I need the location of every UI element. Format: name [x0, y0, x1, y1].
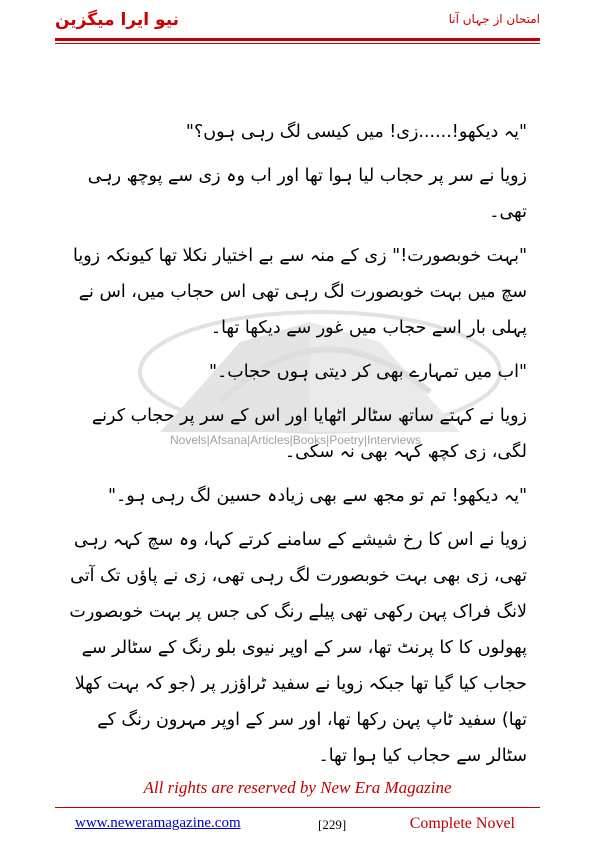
footer-rule — [55, 807, 540, 808]
paragraph: زویا نے اس کا رخ شیشے کے سامنے کرتے کہا، وہ سچ کہہ رہی تھی، زی بھی بہت خوبصورت لگ رہی تھی، زی نے پاؤں تک آتی لانگ فراک پہن رکھی تھی پیلے رنگ کی جس پر بہت خوبصورت پھولوں کا کا پرنٹ تھا، سر کے اوپر نیوی بلو رنگ کے سٹالر سے حجاب کیا گیا تھا جبکہ زویا نے سفید ٹراؤزر پر (جو کہ بہت کھلا تھا) سفید ٹاپ پہن رکھا تھا، اور سر کے اوپر مہرون رنگ کے سٹالر سے حجاب کیا ہوا تھا۔ — [69, 530, 527, 766]
rights-notice: All rights are reserved by New Era Magazine — [143, 778, 452, 797]
paragraph: زویا نے کہتے ساتھ سٹالر اٹھایا اور اس کے سر پر حجاب کرنے لگی، زی کچھ کہہ بھی نہ سکی۔ — [91, 406, 527, 462]
watermark-text: Novels|Afsana|Articles|Books|Poetry|Interviews — [170, 433, 422, 447]
paragraph: "اب میں تمہارے بھی کر دیتی ہوں حجاب۔" — [209, 362, 527, 382]
paragraph: زویا نے سر پر حجاب لیا ہوا تھا اور اب وہ زی سے پوچھ رہی تھی۔ — [87, 166, 527, 222]
website-link[interactable]: www.neweramagazine.com — [75, 815, 241, 831]
novel-type-label: Complete Novel — [409, 815, 515, 832]
page-header — [55, 8, 540, 38]
paragraph: "یہ دیکھو! تم تو مجھ سے بھی زیادہ حسین لگ رہی ہو۔" — [107, 486, 527, 506]
story-body — [65, 114, 527, 782]
paragraph: "بہت خوبصورت!" زی کے منہ سے بے اختیار نکلا تھا کیونکہ زویا سچ میں بہت خوبصورت لگ رہی تھی اس حجاب میں، اس نے پہلی بار اسے حجاب میں غور سے دیکھا تھا۔ — [73, 246, 527, 338]
header-rule — [55, 38, 540, 41]
magazine-brand: نیو ایرا میگزین — [55, 10, 180, 30]
page-number: [229] — [318, 817, 347, 832]
paragraph: "یہ دیکھو!......زی! میں کیسی لگ رہی ہوں؟" — [185, 122, 527, 142]
header-rule-thin — [55, 43, 540, 44]
novel-title: امتحان از جہاں آنا — [448, 12, 540, 26]
